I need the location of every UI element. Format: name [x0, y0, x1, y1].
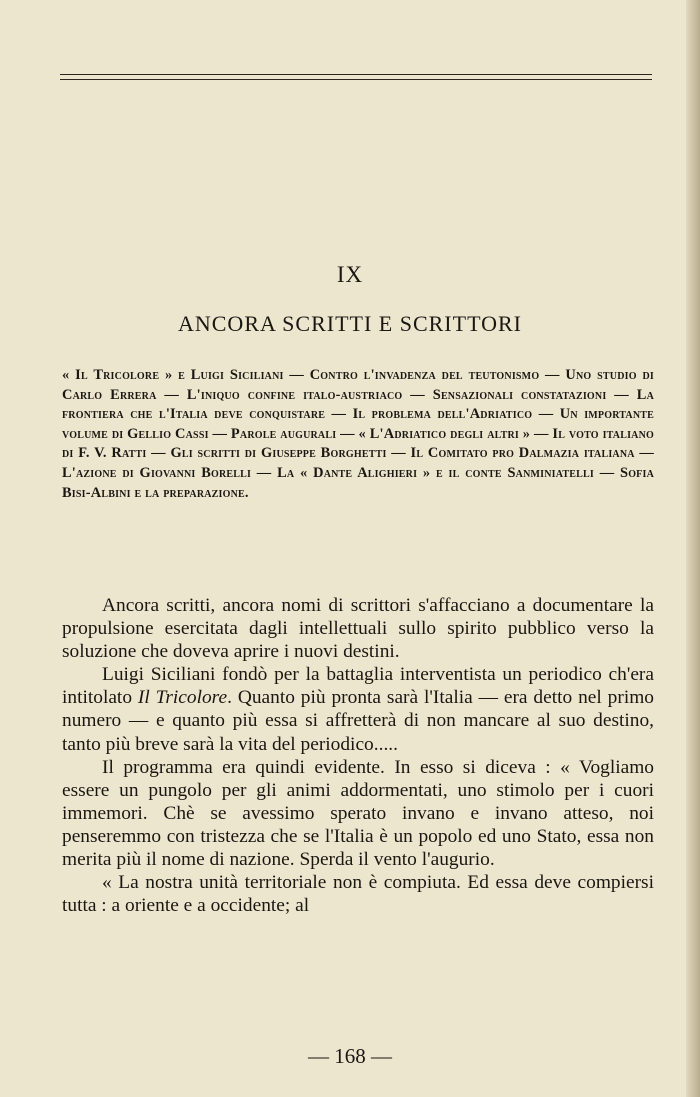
paragraph-4: « La nostra unità territoriale non è compiuta. Ed essa deve compiersi tutta : a oriente e a occidente; al — [62, 872, 654, 917]
paragraph-2-text-b: . Quanto più pronta sarà l'Italia — era detto nel primo numero — e quanto più essa si affretterà di non mancare al suo destino, tanto più breve sarà la vita del periodico..... — [62, 687, 654, 755]
page-number: — 168 — — [308, 1044, 392, 1068]
paragraph-2 — [62, 663, 654, 755]
chapter-summary: « Il Tricolore » e Luigi Siciliani — Contro l'invadenza del teutonismo — Uno studio di Carlo Errera — L'iniquo confine italo-austriaco — Sensazionali constatazioni — La frontiera che l'Italia deve conquistare — Il problema dell'Adriatico — Un importante volume di Gellio Cassi — Parole augurali — « L'Adriatico degli altri » — Il voto italiano di F. V. Ratti — Gli scritti di Giuseppe Borghetti — Il Comitato pro Dalmazia italiana — L'azione di Giovanni Borelli — La « Dante Alighieri » e il conte Sanminiatelli — Sofia Bisi-Albini e la preparazione. — [62, 367, 654, 501]
chapter-number: IX — [336, 262, 364, 287]
body-text — [62, 594, 654, 917]
periodical-title: Il Tricolore — [137, 687, 228, 709]
header-rule — [60, 74, 652, 80]
chapter-title: ANCORA SCRITTI E SCRITTORI — [177, 311, 522, 336]
paragraph-1: Ancora scritti, ancora nomi di scrittori s'affacciano a documentare la propulsione esercitata dagli intellettuali sullo spirito pubblico verso la soluzione che doveva aprire i nuovi destini. — [62, 595, 654, 663]
paragraph-3: Il programma era quindi evidente. In esso si diceva : « Vogliamo essere un pungolo per gli animi addormentati, uno stimolo per i cuori immemori. Chè se avessimo sperato invano e invano atteso, noi penseremmo con tristezza che se l'Italia è un popolo ed uno Stato, essa non merita più il nome di nazione. Sperda il vento l'augurio. — [62, 756, 654, 871]
paragraph-2-text-a: Luigi Siciliani fondò per la battaglia interventista un periodico ch'era intitolato — [62, 664, 654, 709]
page-edge — [686, 0, 700, 1097]
